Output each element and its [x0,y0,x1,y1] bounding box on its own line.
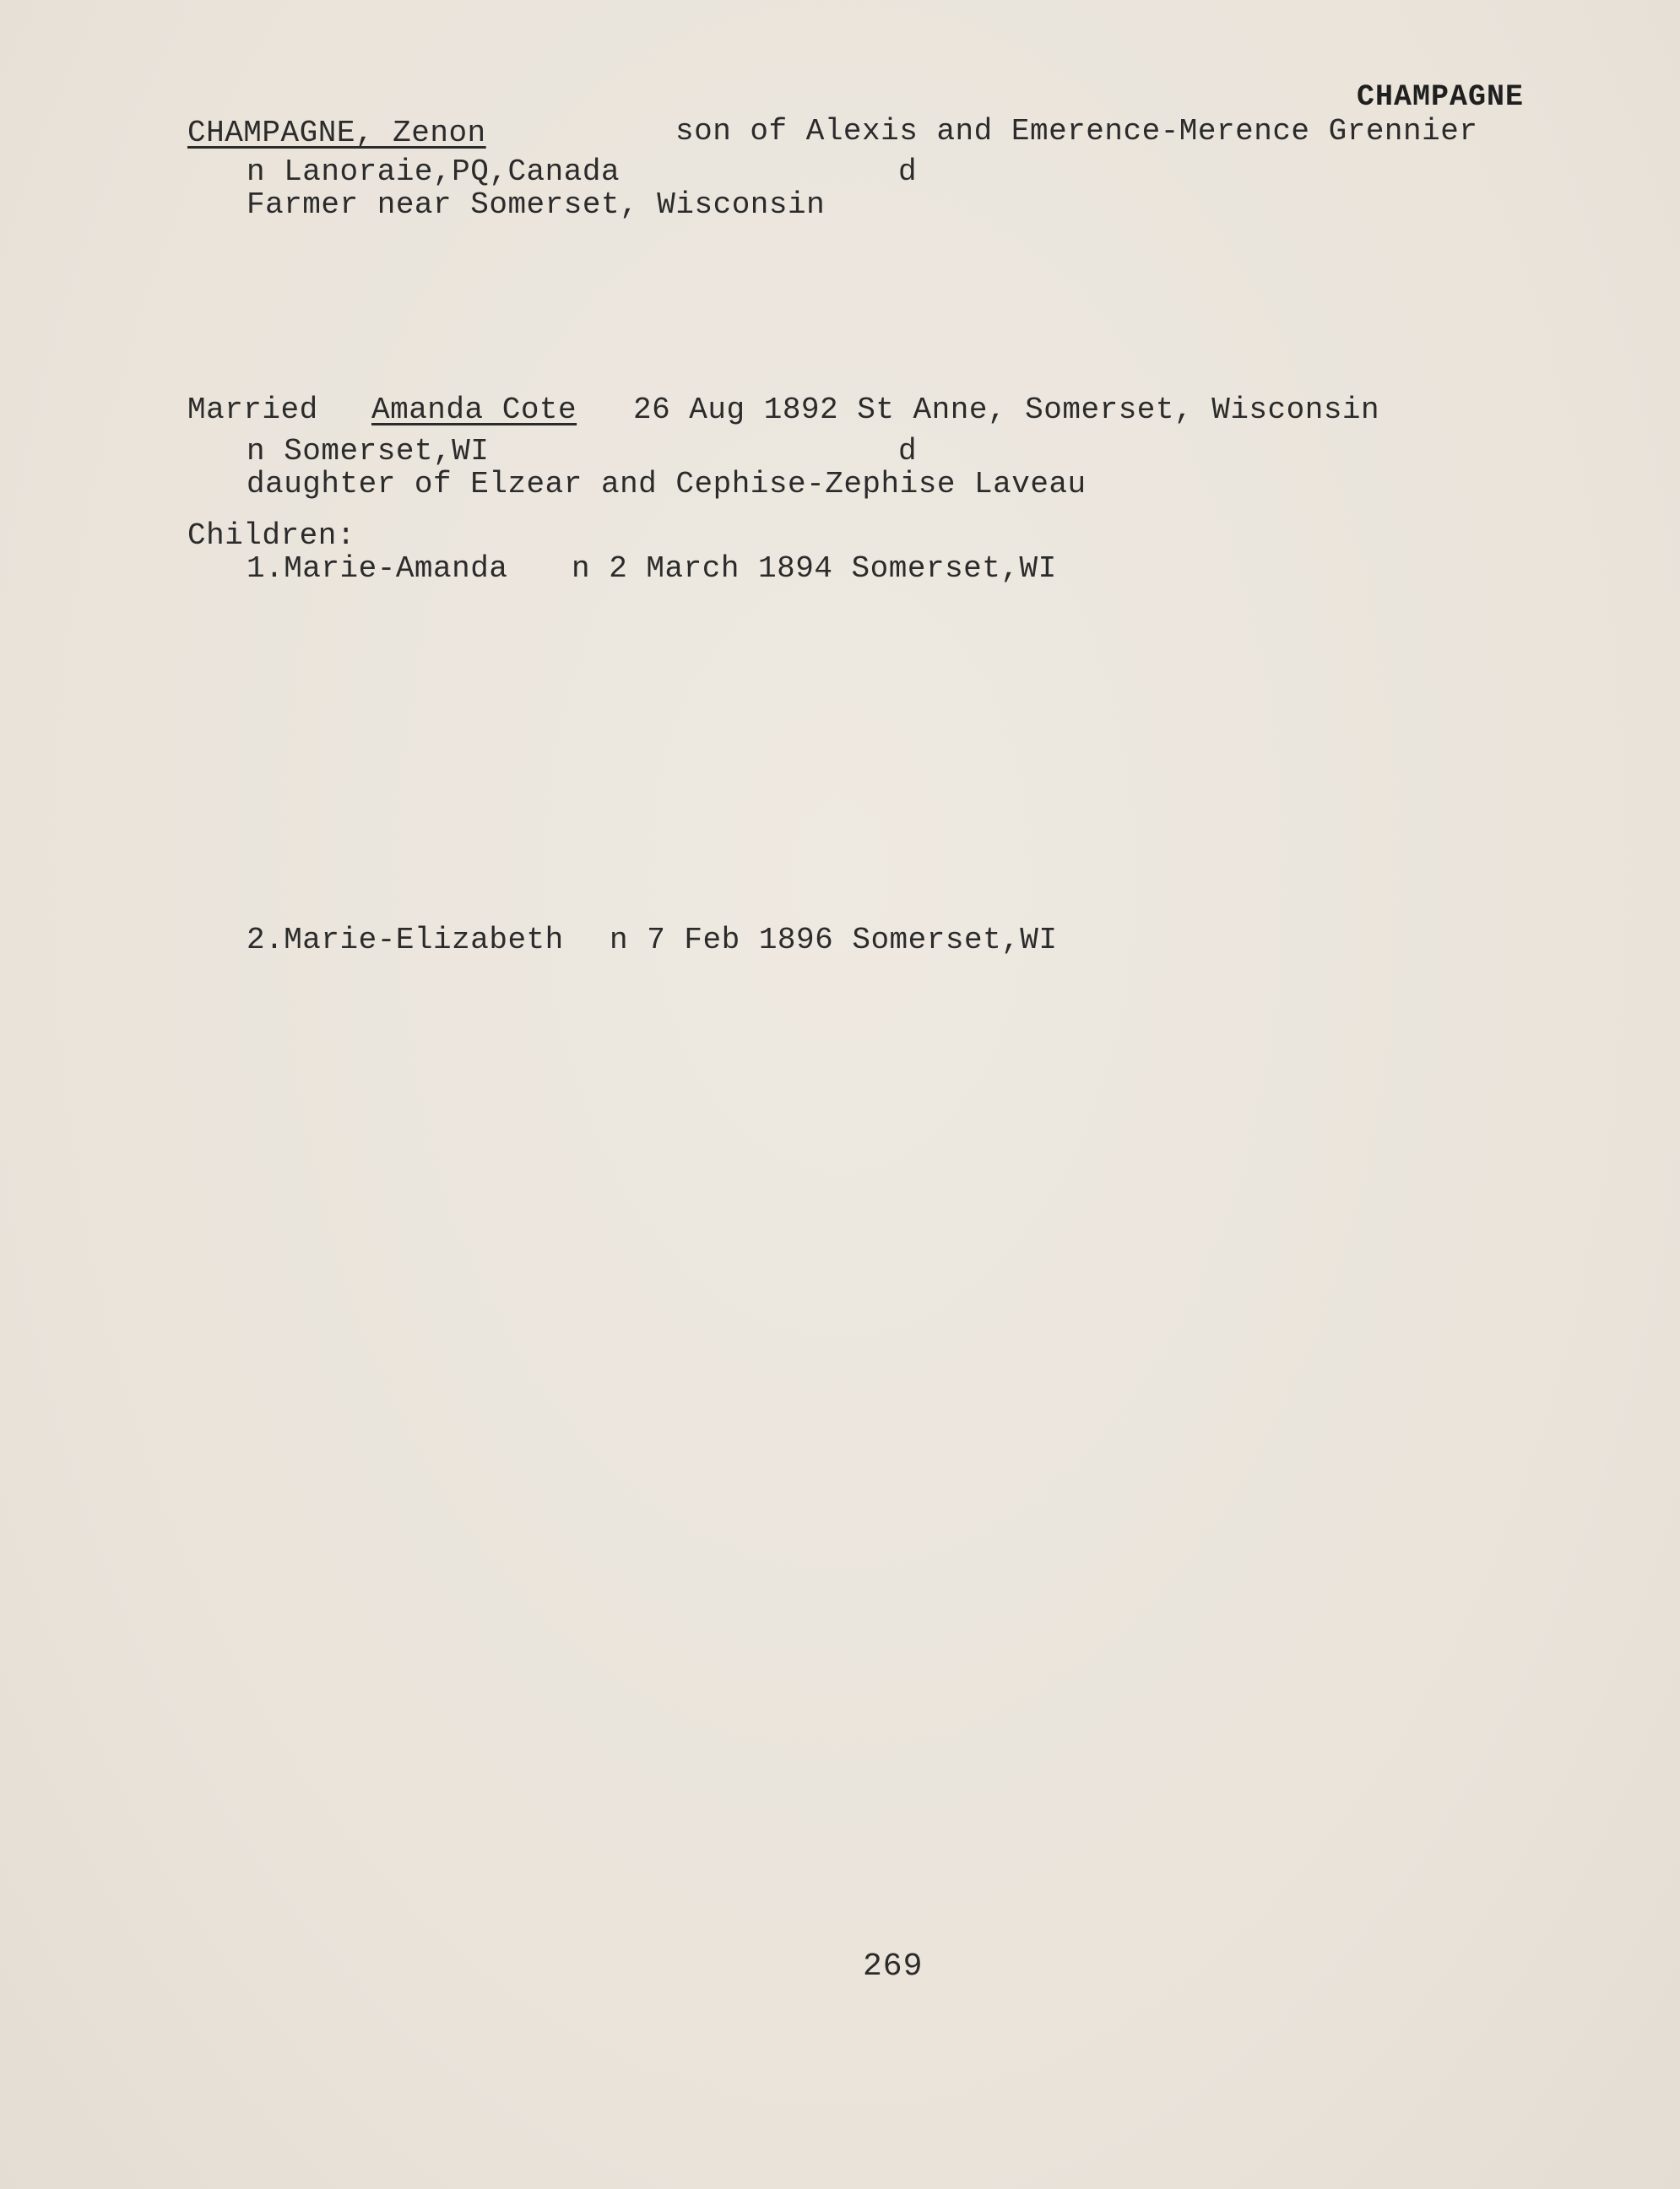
spouse-parents: daughter of Elzear and Cephise-Zephise Laveau [247,467,1087,501]
child-1-detail: n 2 March 1894 Somerset,WI [572,551,1057,586]
children-label: Children: [187,518,355,553]
child-1-name: 1.Marie-Amanda [247,551,508,586]
surname-header: CHAMPAGNE [1357,80,1525,114]
subject-parents: son of Alexis and Emerence-Merence Grennier [675,114,1478,149]
subject-occupation: Farmer near Somerset, Wisconsin [247,187,826,222]
marriage-date-place: 26 Aug 1892 St Anne, Somerset, Wisconsin [633,393,1380,427]
spouse-name: Amanda Cote [371,393,577,427]
child-2-detail: n 7 Feb 1896 Somerset,WI [610,923,1058,957]
subject-death: d [898,154,918,189]
spouse-death: d [898,434,918,469]
child-2-name: 2.Marie-Elizabeth [247,923,564,957]
page-number: 269 [863,1948,924,1985]
marriage-label: Married [187,393,318,427]
spouse-birth: n Somerset,WI [247,434,490,469]
subject-name: CHAMPAGNE, Zenon [187,116,486,150]
subject-birth: n Lanoraie,PQ,Canada [247,154,621,189]
